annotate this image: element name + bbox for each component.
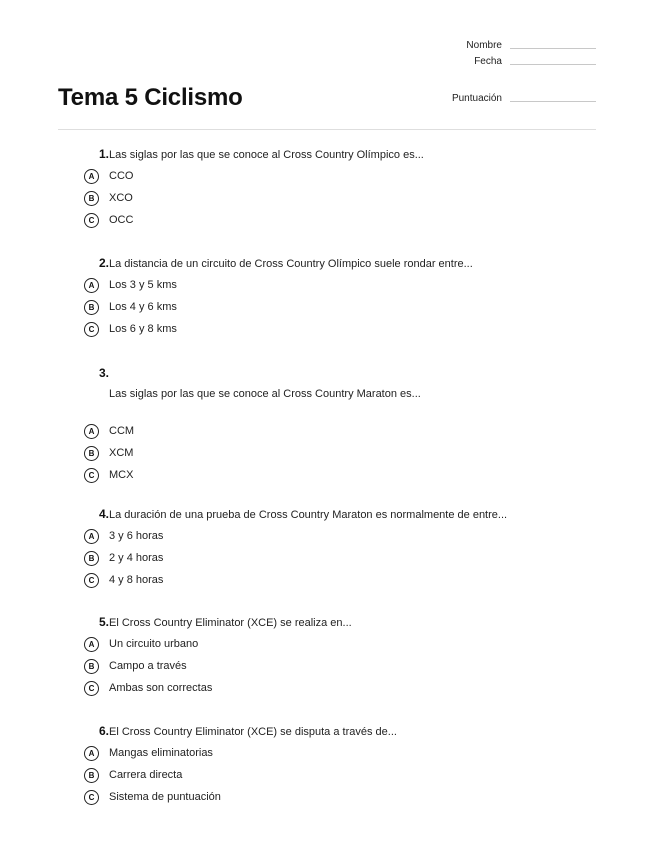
option-text: Los 4 y 6 kms xyxy=(109,301,177,313)
option-text: Los 3 y 5 kms xyxy=(109,279,177,291)
question-number: 6. xyxy=(98,724,109,738)
option-b[interactable] xyxy=(84,296,604,318)
question-1-head xyxy=(84,147,604,165)
question-number: 1. xyxy=(98,147,109,161)
option-a[interactable] xyxy=(84,420,604,442)
option-b[interactable] xyxy=(84,655,604,677)
option-letter-circle: B xyxy=(84,768,99,783)
question-3-head xyxy=(84,366,604,384)
option-letter-circle: B xyxy=(84,446,99,461)
option-b[interactable] xyxy=(84,547,604,569)
option-letter-circle: C xyxy=(84,681,99,696)
option-letter-circle: C xyxy=(84,322,99,337)
date-field-row xyxy=(474,56,596,67)
question-text: El Cross Country Eliminator (XCE) se realiza en... xyxy=(109,617,352,629)
date-label: Fecha xyxy=(474,56,502,67)
question-text: La duración de una prueba de Cross Country Maraton es normalmente de entre... xyxy=(109,509,508,521)
option-letter-circle: B xyxy=(84,300,99,315)
option-c[interactable] xyxy=(84,464,604,486)
option-letter-circle: A xyxy=(84,529,99,544)
option-a[interactable] xyxy=(84,633,604,655)
option-a[interactable] xyxy=(84,165,604,187)
option-text: XCM xyxy=(109,447,134,459)
option-c[interactable] xyxy=(84,677,604,699)
option-letter-circle: A xyxy=(84,278,99,293)
option-text: Carrera directa xyxy=(109,769,183,781)
question-3 xyxy=(84,366,604,486)
score-label: Puntuación xyxy=(451,93,502,104)
question-number: 5. xyxy=(98,615,109,629)
option-letter-circle: B xyxy=(84,659,99,674)
question-text: La distancia de un circuito de Cross Country Olímpico suele rondar entre... xyxy=(109,258,473,270)
question-number: 3. xyxy=(98,366,109,380)
option-letter-circle: C xyxy=(84,213,99,228)
date-line xyxy=(510,64,596,65)
option-letter-circle: B xyxy=(84,191,99,206)
option-b[interactable] xyxy=(84,187,604,209)
question-number: 2. xyxy=(98,256,109,270)
question-2-head xyxy=(84,256,604,274)
option-text: Un circuito urbano xyxy=(109,638,199,650)
question-number: 4. xyxy=(98,507,109,521)
page-title: Tema 5 Ciclismo xyxy=(58,84,243,111)
header-divider xyxy=(58,129,596,130)
option-text: CCO xyxy=(109,170,134,182)
option-text: Campo a través xyxy=(109,660,187,672)
option-b[interactable] xyxy=(84,442,604,464)
option-letter-circle: A xyxy=(84,169,99,184)
option-letter-circle: A xyxy=(84,637,99,652)
option-text: XCO xyxy=(109,192,133,204)
option-c[interactable] xyxy=(84,569,604,591)
option-text: Ambas son correctas xyxy=(109,682,213,694)
option-a[interactable] xyxy=(84,525,604,547)
question-6 xyxy=(84,724,604,808)
option-text: MCX xyxy=(109,469,134,481)
name-line xyxy=(510,48,596,49)
question-text: Las siglas por las que se conoce al Cross Country Olímpico es... xyxy=(109,149,424,161)
question-2 xyxy=(84,256,604,340)
spacer xyxy=(84,400,604,420)
option-a[interactable] xyxy=(84,742,604,764)
option-c[interactable] xyxy=(84,318,604,340)
option-text: Sistema de puntuación xyxy=(109,791,221,803)
option-letter-circle: C xyxy=(84,573,99,588)
option-c[interactable] xyxy=(84,786,604,808)
question-5 xyxy=(84,615,604,699)
question-1 xyxy=(84,147,604,231)
option-letter-circle: C xyxy=(84,468,99,483)
option-text: OCC xyxy=(109,214,134,226)
option-letter-circle: A xyxy=(84,746,99,761)
question-text: El Cross Country Eliminator (XCE) se disputa a través de... xyxy=(109,726,397,738)
question-4 xyxy=(84,507,604,591)
option-letter-circle: B xyxy=(84,551,99,566)
name-label: Nombre xyxy=(466,40,502,51)
option-text: 3 y 6 horas xyxy=(109,530,164,542)
question-4-head xyxy=(84,507,604,525)
option-text: 2 y 4 horas xyxy=(109,552,164,564)
option-text: 4 y 8 horas xyxy=(109,574,164,586)
option-c[interactable] xyxy=(84,209,604,231)
option-letter-circle: A xyxy=(84,424,99,439)
score-line xyxy=(510,101,596,102)
option-letter-circle: C xyxy=(84,790,99,805)
option-b[interactable] xyxy=(84,764,604,786)
question-text: Las siglas por las que se conoce al Cross Country Maraton es... xyxy=(109,388,421,400)
option-text: CCM xyxy=(109,425,135,437)
score-field-row xyxy=(452,93,596,104)
question-5-head xyxy=(84,615,604,633)
option-text: Los 6 y 8 kms xyxy=(109,323,177,335)
question-6-head xyxy=(84,724,604,742)
option-a[interactable] xyxy=(84,274,604,296)
name-field-row xyxy=(466,40,596,51)
option-text: Mangas eliminatorias xyxy=(109,747,213,759)
